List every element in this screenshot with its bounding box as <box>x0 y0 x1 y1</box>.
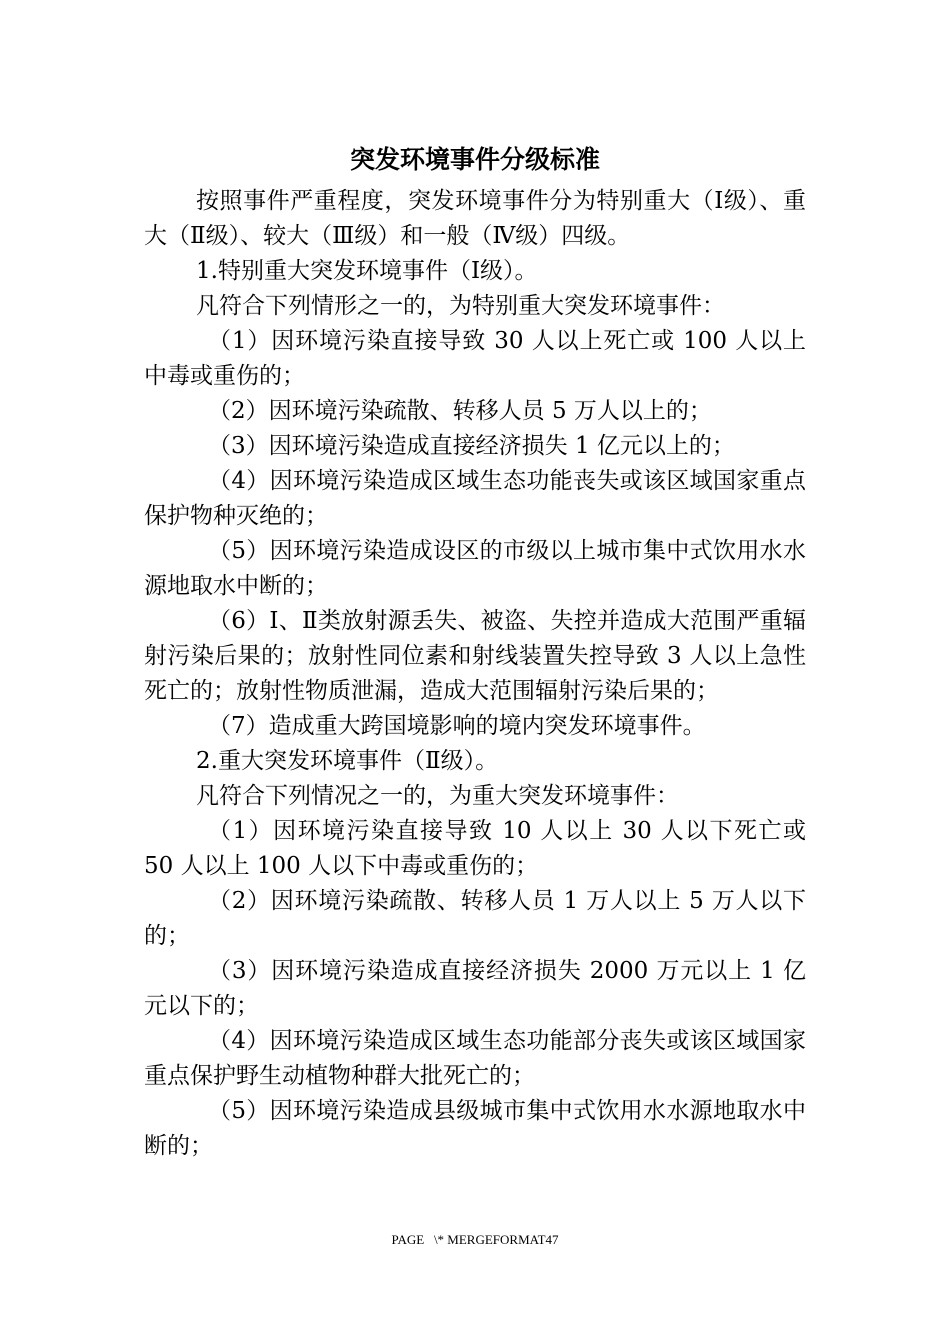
list-item: （4）因环境污染造成区域生态功能部分丧失或该区域国家重点保护野生动植物种群大批死亡的； <box>144 1028 806 1089</box>
list-item: （6）Ⅰ、Ⅱ类放射源丢失、被盗、失控并造成大范围严重辐射污染后果的；放射性同位素和射线装置失控导致 3 人以上急性死亡的；放射性物质泄漏，造成大范围辐射污染后果的； <box>144 608 806 704</box>
heading-level-2: 2.重大突发环境事件（Ⅱ级）。 <box>196 748 499 774</box>
list-item: （1）因环境污染直接导致 30 人以上死亡或 100 人以上中毒或重伤的； <box>144 328 806 389</box>
list-item: （2）因环境污染疏散、转移人员 5 万人以上的； <box>208 398 712 424</box>
list-item: （2）因环境污染疏散、转移人员 1 万人以上 5 万人以下的； <box>144 888 806 949</box>
document-body <box>144 184 806 1164</box>
list-item: （3）因环境污染造成直接经济损失 1 亿元以上的； <box>208 433 735 459</box>
list-item: （1）因环境污染直接导致 10 人以上 30 人以下死亡或 50 人以上 100 人以下中毒或重伤的； <box>144 818 806 879</box>
list-item: （5）因环境污染造成县级城市集中式饮用水水源地取水中断的； <box>144 1098 806 1159</box>
page-footer: PAGE \* MERGEFORMAT47 <box>391 1232 559 1247</box>
list-item: （7）造成重大跨国境影响的境内突发环境事件。 <box>208 713 706 739</box>
paragraph-level-2-lead: 凡符合下列情况之一的，为重大突发环境事件： <box>196 783 679 809</box>
paragraph-intro: 按照事件严重程度，突发环境事件分为特别重大（Ⅰ级）、重大（Ⅱ级）、较大（Ⅲ级）和一般（Ⅳ级）四级。 <box>144 188 806 249</box>
list-item: （3）因环境污染造成直接经济损失 2000 万元以上 1 亿元以下的； <box>144 958 806 1019</box>
list-item: （4）因环境污染造成区域生态功能丧失或该区域国家重点保护物种灭绝的； <box>144 468 806 529</box>
document-title: 突发环境事件分级标准 <box>349 145 600 174</box>
heading-level-1: 1.特别重大突发环境事件（Ⅰ级）。 <box>196 258 538 284</box>
list-item: （5）因环境污染造成设区的市级以上城市集中式饮用水水源地取水中断的； <box>144 538 806 599</box>
paragraph-level-1-lead: 凡符合下列情形之一的，为特别重大突发环境事件： <box>196 293 725 319</box>
